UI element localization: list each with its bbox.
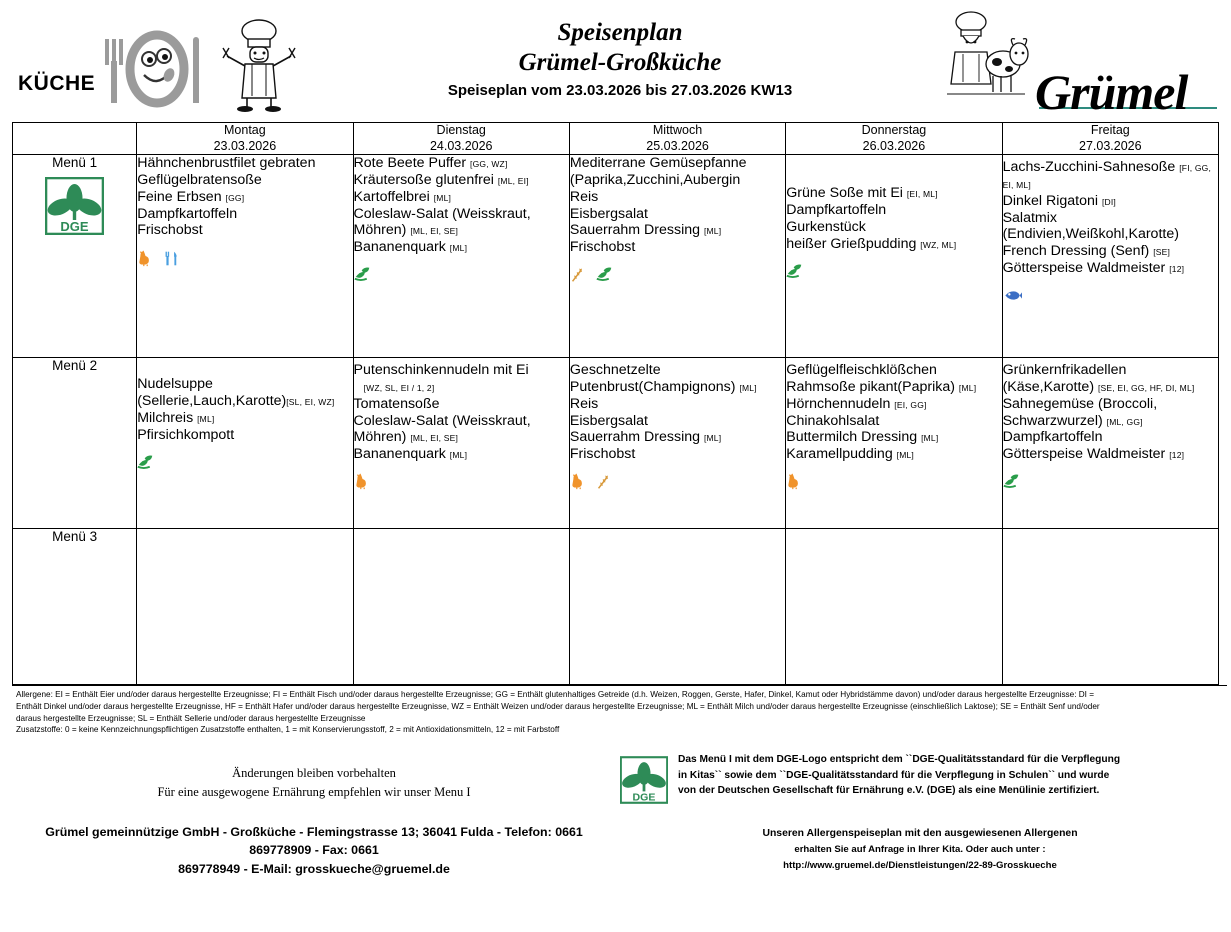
- chef-figure-icon: [219, 18, 299, 119]
- dish-line: Bananenquark [ML]: [353, 239, 468, 255]
- diet-icons: [570, 472, 785, 492]
- dish-line: Hähnchenbrustfilet gebraten: [137, 155, 316, 172]
- day-header-montag: [137, 123, 353, 155]
- footer-company-line-2: 869778949 - E-Mail: grosskueche@gruemel.de: [178, 861, 450, 876]
- dish-line: French Dressing (Senf) [SE]: [1002, 243, 1171, 259]
- row-label-menu-2: [13, 358, 137, 529]
- dish-line: Sahnegemüse (Broccoli, Schwarzwurzel) [ML, GG]: [1002, 395, 1158, 429]
- dish-line: Frischobst: [137, 222, 203, 239]
- day-date: 23.03.2026: [213, 138, 277, 153]
- svg-text:DGE: DGE: [632, 791, 656, 804]
- dish-line: Reis: [569, 188, 599, 205]
- dish-line: Eisbergsalat: [569, 412, 648, 429]
- dge-note-line: von der Deutschen Gesellschaft für Ernährung e.V. (DGE) als eine Menülinie zertifiziert.: [678, 785, 1100, 797]
- menu-cell-menu2-dienstag: [353, 358, 569, 529]
- menu-rows: [13, 155, 1219, 685]
- dish-line: Coleslaw-Salat (Weisskraut, Möhren) [ML, EI, SE]: [353, 412, 531, 446]
- dish-line: Dampfkartoffeln: [137, 205, 238, 222]
- allergen-plan-url[interactable]: http://www.gruemel.de/Dienstleistungen/22-89-Grosskueche: [783, 859, 1057, 871]
- dish-line: Rahmsoße pikant(Paprika) [ML]: [786, 379, 977, 395]
- footer-disclaimer-2: Für eine ausgewogene Ernährung empfehlen wir unser Menu I: [157, 785, 471, 800]
- menu-cell-menu1-mittwoch: [569, 155, 785, 358]
- page-title: [380, 18, 860, 99]
- gruemel-brand-logo: [941, 8, 1217, 120]
- dish-line: Chinakohlsalat: [786, 412, 880, 429]
- dish-line: Geschnetzelte Putenbrust(Champignons) [ML]: [569, 362, 757, 395]
- dish-line: Tomatensoße: [353, 395, 440, 412]
- vegetarian-icon: [786, 263, 803, 280]
- dish-line: Sauerrahm Dressing [ML]: [569, 429, 722, 446]
- dish-line: Bananenquark [ML]: [353, 446, 468, 462]
- chef-with-cow-icon: [941, 8, 1029, 109]
- dish-line: Buttermilch Dressing [ML]: [786, 429, 939, 446]
- allergen-plan-line-2: erhalten Sie auf Anfrage in Ihrer Kita. Oder auch unter :: [794, 844, 1046, 856]
- dge-note-text: [678, 752, 1120, 799]
- chicken-icon: [786, 473, 803, 490]
- gruemel-text: Grümel: [1035, 64, 1188, 120]
- fish-icon: [1003, 288, 1022, 303]
- menu-cell-menu2-freitag: [1002, 358, 1218, 529]
- row-label-menu-3: [13, 529, 137, 685]
- table-corner-cell: [13, 123, 137, 155]
- menu-cell-menu2-donnerstag: [786, 358, 1002, 529]
- day-name: Freitag: [1090, 123, 1130, 137]
- allergen-plan-note: [620, 826, 1220, 873]
- gruemel-wordmark: [1035, 64, 1217, 120]
- chicken-icon: [137, 250, 154, 267]
- footer-dge-block: [620, 752, 1220, 873]
- dish-line: Dampfkartoffeln: [1002, 429, 1103, 446]
- cutlery-icon: [163, 250, 180, 267]
- menu-cell-menu3-mittwoch: [569, 529, 785, 685]
- dish-line: Kartoffelbrei [ML]: [353, 188, 452, 205]
- day-header-mittwoch: [569, 123, 785, 155]
- menu-plan-table: [12, 122, 1219, 685]
- day-name: Montag: [224, 123, 266, 137]
- menu-cell-menu3-dienstag: [353, 529, 569, 685]
- day-name: Mittwoch: [652, 123, 703, 137]
- dish-line: Karamellpudding [ML]: [786, 446, 914, 462]
- vegetarian-icon: [137, 454, 154, 471]
- svg-text:DGE: DGE: [60, 219, 89, 235]
- table-row-menu-2: [13, 358, 1219, 529]
- dish-line: Pfirsichkompott: [137, 426, 235, 443]
- table-row-menu-3: [13, 529, 1219, 685]
- dish-line: Mediterrane Gemüsepfanne (Paprika,Zucchini,Aubergin: [569, 155, 747, 188]
- day-date: 27.03.2026: [1079, 138, 1142, 153]
- dge-certification-note: [620, 752, 1220, 804]
- dish-line: Dinkel Rigatoni [DI]: [1002, 192, 1116, 209]
- diet-icons: [570, 265, 785, 285]
- dish-line: Dampfkartoffeln: [786, 202, 887, 218]
- diet-icons: [1003, 472, 1218, 492]
- diet-icons: [354, 472, 569, 492]
- menu-cell-menu3-montag: [137, 529, 353, 685]
- kueche-label: KÜCHE: [18, 71, 96, 95]
- title-date-range: Speiseplan vom 23.03.2026 bis 27.03.2026 KW13: [447, 82, 793, 99]
- title-line-2: Grümel-Großküche: [518, 48, 722, 76]
- dge-logo-icon: [45, 177, 104, 235]
- dish-line: Putenschinkennudeln mit Ei: [353, 362, 529, 379]
- dge-note-line: in Kitas`` sowie dem ``DGE-Qualitätsstandard für die Verpflegung in Schulen`` und wurde: [678, 769, 1110, 781]
- chicken-icon: [570, 473, 587, 490]
- footer-company-block: [14, 764, 614, 879]
- menu-label: Menü 1: [52, 155, 98, 171]
- dish-line: Götterspeise Waldmeister [12]: [1002, 259, 1185, 276]
- diet-icons: [137, 452, 352, 472]
- plate-fork-knife-smiley-icon: [101, 23, 209, 114]
- dish-line: Salatmix (Endivien,Weißkohl,Karotte): [1002, 209, 1179, 243]
- wheat-icon: [596, 473, 613, 490]
- title-line-1: Speisenplan: [557, 19, 683, 46]
- diet-icons: [786, 261, 1001, 281]
- dish-line: Geflügelfleischklößchen: [786, 362, 937, 379]
- vegetarian-icon: [1003, 473, 1020, 490]
- additives-legend-line: Zusatzstoffe: 0 = keine Kennzeichnungspflichtigen Zusatzstoffe enthalten, 1 = mit Konservierungsstoff, 2 = mit Antioxidationsmitteln, 12 = mit Farbstoff: [16, 725, 560, 735]
- day-name: Donnerstag: [861, 123, 927, 137]
- dish-line: Lachs-Zucchini-Sahnesoße [FI, GG, EI, ML]: [1002, 159, 1212, 190]
- dish-line: Gurkenstück: [786, 218, 866, 235]
- diet-icons: [354, 265, 569, 285]
- dish-line: Grünkernfrikadellen (Käse,Karotte) [SE, EI, GG, HF, DI, ML]: [1002, 362, 1195, 395]
- menu-cell-menu2-mittwoch: [569, 358, 785, 529]
- dish-line: Milchreis [ML]: [137, 409, 215, 426]
- page-footer: [0, 752, 1231, 932]
- allergen-legend-line: Enthält Dinkel und/oder daraus hergestellte Erzeugnisse, HF = Enthält Hafer und/oder daraus hergestellte Erzeugnisse, WZ = Enthält Weizen und/oder daraus hergestellte Erzeugnisse; ML = Enthält Milch und/oder daraus hergestellte Erzeugnisse (einschließlich Laktose); SE = Enthält Senf und/oder: [16, 701, 1100, 711]
- footer-disclaimer-1: Änderungen bleiben vorbehalten: [232, 765, 396, 780]
- day-date: 25.03.2026: [646, 138, 709, 153]
- menu-cell-menu3-freitag: [1002, 529, 1218, 685]
- allergen-legend-line: Allergene: EI = Enthält Eier und/oder daraus hergestellte Erzeugnisse; FI = Enthält Fisch und/oder daraus hergestellte Erzeugnisse; GG = Enthält glutenhaltiges Getreide (d.h. Weizen, Roggen, Gerste, Hafer, Dinkel, Kamut oder Hybridstämme davon) und/oder daraus hergestellte Erzeugnisse: DI =: [16, 690, 1095, 700]
- day-date: 24.03.2026: [429, 138, 493, 153]
- day-header-freitag: [1002, 123, 1218, 155]
- dish-line: Reis: [569, 395, 599, 412]
- dish-line: Eisbergsalat: [569, 205, 648, 222]
- dge-logo-icon: [620, 756, 668, 804]
- footer-company-line-1: Grümel gemeinnützige GmbH - Großküche - Flemingstrasse 13; 36041 Fulda - Telefon: 0661 869778909 - Fax: 0661: [45, 824, 583, 858]
- dish-line: Sauerrahm Dressing [ML]: [569, 222, 722, 239]
- dish-line: Götterspeise Waldmeister [12]: [1002, 446, 1185, 462]
- menu-cell-menu3-donnerstag: [786, 529, 1002, 685]
- diet-icons: [137, 248, 352, 268]
- dish-line: [WZ, SL, EI / 1, 2]: [363, 383, 435, 393]
- allergen-plan-line-1: Unseren Allergenspeiseplan mit den ausgewiesenen Allergenen: [762, 827, 1078, 839]
- row-label-menu-1: [13, 155, 137, 358]
- allergen-legend-line: daraus hergestellte Erzeugnisse; SL = Enthält Sellerie und/oder daraus hergestellte Erzeugnisse: [16, 713, 366, 723]
- dish-line: Hörnchennudeln [EI, GG]: [786, 395, 927, 412]
- day-header-donnerstag: [786, 123, 1002, 155]
- dish-line: heißer Grießpudding [WZ, ML]: [786, 235, 957, 252]
- dish-line: Feine Erbsen [GG]: [137, 188, 245, 205]
- kueche-logo: [18, 18, 299, 119]
- table-row-menu-1: [13, 155, 1219, 358]
- day-header-dienstag: [353, 123, 569, 155]
- dish-line: Geflügelbratensoße: [137, 172, 262, 188]
- menu-label: Menü 3: [52, 529, 98, 545]
- menu-cell-menu2-montag: [137, 358, 353, 529]
- dish-line: Coleslaw-Salat (Weisskraut, Möhren) [ML, EI, SE]: [353, 205, 531, 239]
- menu-cell-menu1-donnerstag: [786, 155, 1002, 358]
- menu-label: Menü 2: [52, 358, 98, 374]
- allergen-legend: [12, 685, 1227, 740]
- dish-line: Kräutersoße glutenfrei [ML, EI]: [353, 172, 529, 188]
- dish-line: Frischobst: [569, 446, 636, 462]
- dish-line: Grüne Soße mit Ei [EI, ML]: [786, 185, 938, 202]
- dish-line: Nudelsuppe (Sellerie,Lauch,Karotte)[SL, EI, WZ]: [137, 376, 335, 409]
- dish-line: Rote Beete Puffer [GG, WZ]: [353, 155, 508, 172]
- chicken-icon: [354, 473, 371, 490]
- vegetarian-icon: [354, 266, 371, 283]
- diet-icons: [786, 472, 1001, 492]
- page-header: [0, 0, 1231, 122]
- day-date: 26.03.2026: [862, 138, 926, 153]
- table-header-row: [13, 123, 1219, 155]
- menu-cell-menu1-dienstag: [353, 155, 569, 358]
- dish-line: Frischobst: [569, 239, 636, 255]
- menu-cell-menu1-montag: [137, 155, 353, 358]
- vegetarian-icon: [596, 266, 613, 283]
- diet-icons: [1003, 286, 1218, 306]
- dge-note-line: Das Menü I mit dem DGE-Logo entspricht dem ``DGE-Qualitätsstandard für die Verpflegung: [678, 753, 1121, 765]
- day-name: Dienstag: [436, 123, 486, 137]
- menu-cell-menu1-freitag: [1002, 155, 1218, 358]
- wheat-icon: [570, 266, 587, 283]
